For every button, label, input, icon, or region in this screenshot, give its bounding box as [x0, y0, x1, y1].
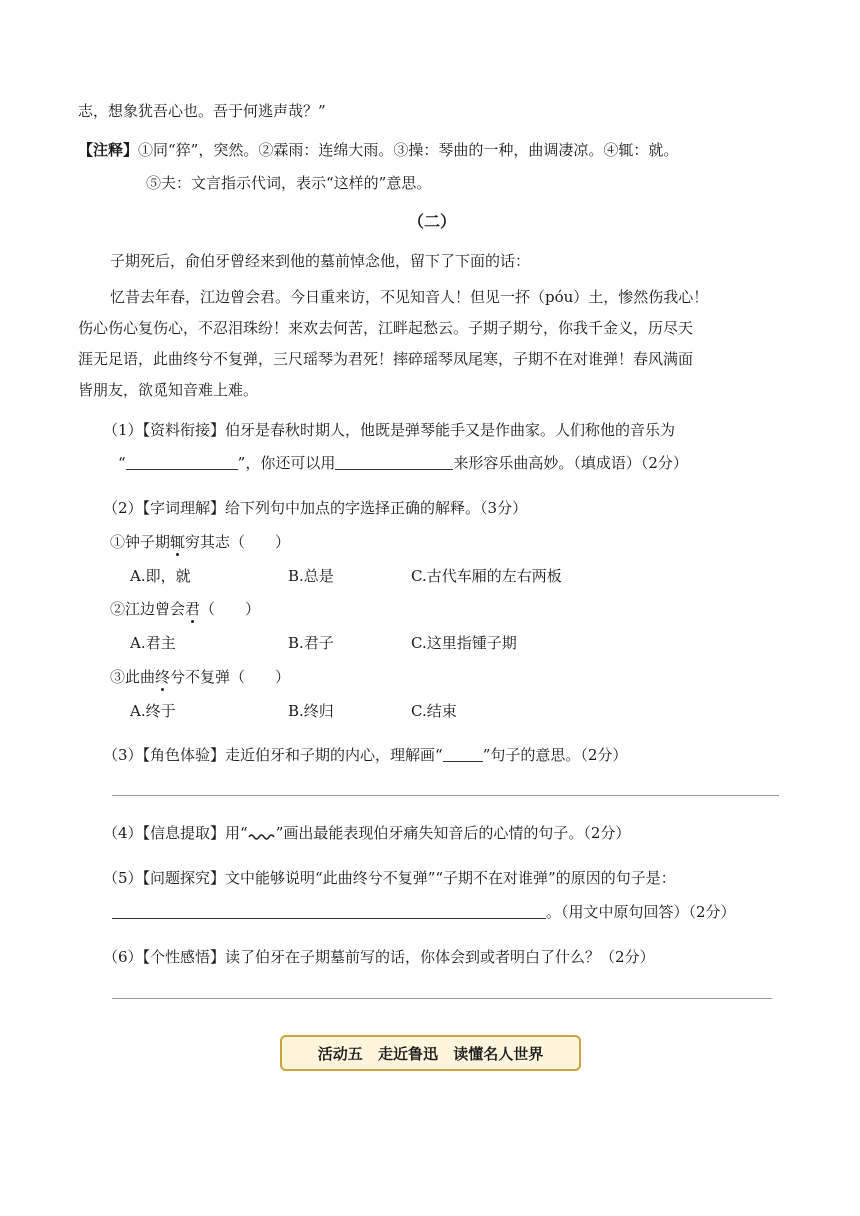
option-1b: B.总是 [288, 567, 334, 585]
question-5-line-2: 。（用文中原句回答）（2分） [112, 900, 736, 924]
dotted-character: 辄 [170, 533, 186, 551]
notes-line-2: ⑤夫：文言指示代词，表示“这样的”意思。 [146, 174, 432, 192]
answer-line-q6[interactable] [112, 998, 772, 999]
poem-line-4: 皆朋友，欲觅知音难上难。 [78, 381, 259, 399]
question-2-item-1: ①钟子期辄穷其志（ ） [110, 533, 291, 551]
answer-blank-q1-a[interactable] [126, 453, 238, 470]
question-2-item-2: ②江边曾会君（ ） [110, 600, 261, 618]
question-2-stem: （2）【字词理解】给下列句中加点的字选择正确的解释。（3分） [103, 499, 528, 517]
notes-text-1: ①同“猝”，突然。②霖雨：连绵大雨。③操：琴曲的一种，曲调凄凉。④辄：就。 [138, 141, 679, 159]
option-1c: C.古代车厢的左右两板 [411, 567, 562, 585]
question-3: （3）【角色体验】走近伯牙和子期的内心，理解画“ ”句子的意思。（2分） [103, 746, 628, 764]
answer-line-q3[interactable] [112, 795, 779, 796]
question-2-item-3: ③此曲终兮不复弹（ ） [110, 668, 291, 686]
section-two-title: （二） [408, 212, 457, 231]
poem-line-3: 涯无足语，此曲终兮不复弹，三尺瑶琴为君死！摔碎瑶琴凤尾寒，子期不在对谁弹！春风满面 [78, 350, 694, 368]
dotted-character: 君 [185, 600, 201, 618]
notes-label: 【注释】 [78, 141, 139, 159]
option-1a: A.即，就 [130, 567, 191, 585]
question-4: （4）【信息提取】用“ ”画出最能表现伯牙痛失知音后的心情的句子。（2分） [103, 824, 631, 842]
question-1-line-2: “ ”，你还可以用 来形容乐曲高妙。（填成语）（2分） [118, 454, 688, 472]
activity-five-title: 活动五 走近鲁迅 读懂名人世界 [317, 1044, 544, 1063]
underline-sample [443, 745, 483, 762]
option-3a: A.终于 [130, 702, 176, 720]
option-2a: A.君主 [130, 634, 176, 652]
passage-intro: 子期死后，俞伯牙曾经来到他的墓前悼念他，留下了下面的话： [110, 252, 531, 270]
wavy-line-icon [248, 831, 276, 841]
poem-line-1: 忆昔去年春，江边曾会君。今日重来访，不见知音人！但见一抔（póu）土，惨然伤我心！ [110, 288, 709, 306]
question-1-line-1: （1）【资料衔接】伯牙是春秋时期人，他既是弹琴能手又是作曲家。人们称他的音乐为 [103, 421, 676, 439]
question-5-line-1: （5）【问题探究】文中能够说明“此曲终兮不复弹”“子期不在对谁弹”的原因的句子是： [103, 869, 676, 887]
poem-line-2: 伤心伤心复伤心，不忍泪珠纷！来欢去何苦，江畔起愁云。子期子期兮，你我千金义，历尽天 [78, 319, 694, 337]
option-2c: C.这里指锺子期 [411, 634, 517, 652]
passage-one-ending: 志，想象犹吾心也。吾于何逃声哉？” [78, 102, 326, 120]
dotted-character: 终 [155, 668, 171, 686]
notes-line-1 [78, 138, 678, 162]
activity-five-badge [280, 1035, 581, 1071]
question-6: （6）【个性感悟】读了伯牙在子期墓前写的话，你体会到或者明白了什么？（2分） [103, 948, 655, 966]
answer-blank-q1-b[interactable] [335, 453, 453, 470]
option-2b: B.君子 [288, 634, 334, 652]
option-3c: C.结束 [411, 702, 457, 720]
answer-blank-q5[interactable] [112, 902, 546, 919]
option-3b: B.终归 [288, 702, 334, 720]
